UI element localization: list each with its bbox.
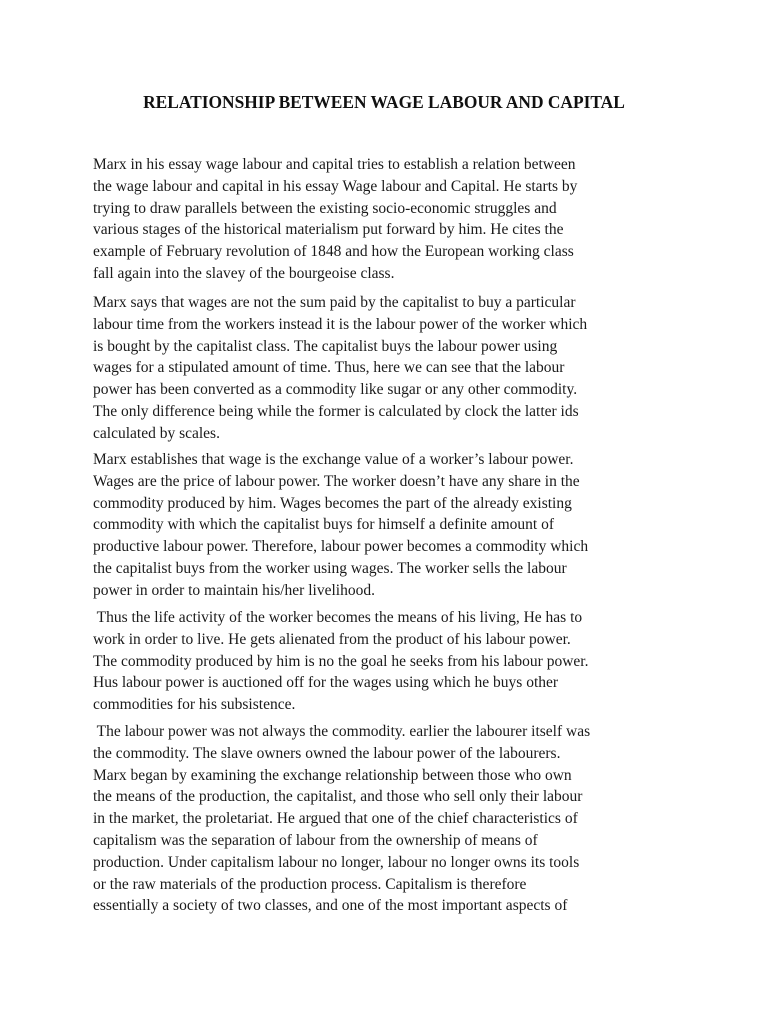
text-line: commodities for his subsistence. [93,696,296,714]
text-line: The labour power was not always the commodity. earlier the labourer itself was [93,723,591,740]
paragraph-5 [93,721,693,917]
text-line: power in order to maintain his/her livelihood. [93,581,375,599]
text-line: is bought by the capitalist class. The capitalist buys the labour power using [93,337,558,355]
text-line: Marx in his essay wage labour and capital tries to establish a relation between [93,156,576,173]
text-line: calculated by scales. [93,424,220,442]
text-line: The only difference being while the former is calculated by clock the latter ids [93,402,579,420]
text-line: the capitalist buys from the worker using wages. The worker sells the labour [93,559,567,577]
text-line: example of February revolution of 1848 and how the European working class [93,243,574,261]
text-line: commodity with which the capitalist buys for himself a definite amount of [93,516,555,534]
paragraph-3 [93,449,693,602]
text-line: production. Under capitalism labour no longer, labour no longer owns its tools [93,853,580,871]
paragraph-4 [93,607,693,716]
text-line: various stages of the historical materialism put forward by him. He cites the [93,221,564,239]
text-line: or the raw materials of the production process. Capitalism is therefore [93,875,527,893]
text-line: Marx began by examining the exchange relationship between those who own [93,766,572,784]
text-line: Marx says that wages are not the sum paid by the capitalist to buy a particular [93,294,576,311]
document-title: RELATIONSHIP BETWEEN WAGE LABOUR AND CAPITAL [143,92,625,112]
text-line: Thus the life activity of the worker becomes the means of his living, He has to [93,609,583,626]
text-line: the wage labour and capital in his essay Wage labour and Capital. He starts by [93,177,578,195]
text-line: Hus labour power is auctioned off for the wages using which he buys other [93,674,559,692]
text-line: trying to draw parallels between the existing socio-economic struggles and [93,199,557,217]
text-line: The commodity produced by him is no the goal he seeks from his labour power. [93,652,589,670]
text-line: Wages are the price of labour power. The worker doesn’t have any share in the [93,472,580,490]
paragraph-1 [93,154,693,285]
paragraph-2 [93,292,693,445]
text-line: the commodity. The slave owners owned the labour power of the labourers. [93,744,561,762]
text-line: power has been converted as a commodity like sugar or any other commodity. [93,381,578,399]
text-line: essentially a society of two classes, and one of the most important aspects of [93,897,568,915]
text-line: capitalism was the separation of labour from the ownership of means of [93,831,538,849]
text-line: productive labour power. Therefore, labour power becomes a commodity which [93,538,589,556]
text-line: labour time from the workers instead it is the labour power of the worker which [93,315,588,333]
text-line: wages for a stipulated amount of time. Thus, here we can see that the labour [93,359,565,377]
text-line: in the market, the proletariat. He argued that one of the chief characteristics of [93,810,578,828]
text-line: the means of the production, the capitalist, and those who sell only their labour [93,788,583,806]
text-line: work in order to live. He gets alienated from the product of his labour power. [93,630,571,648]
text-line: commodity produced by him. Wages becomes the part of the already existing [93,494,572,512]
text-line: fall again into the slavey of the bourgeoise class. [93,264,395,282]
text-line: Marx establishes that wage is the exchange value of a worker’s labour power. [93,451,574,468]
